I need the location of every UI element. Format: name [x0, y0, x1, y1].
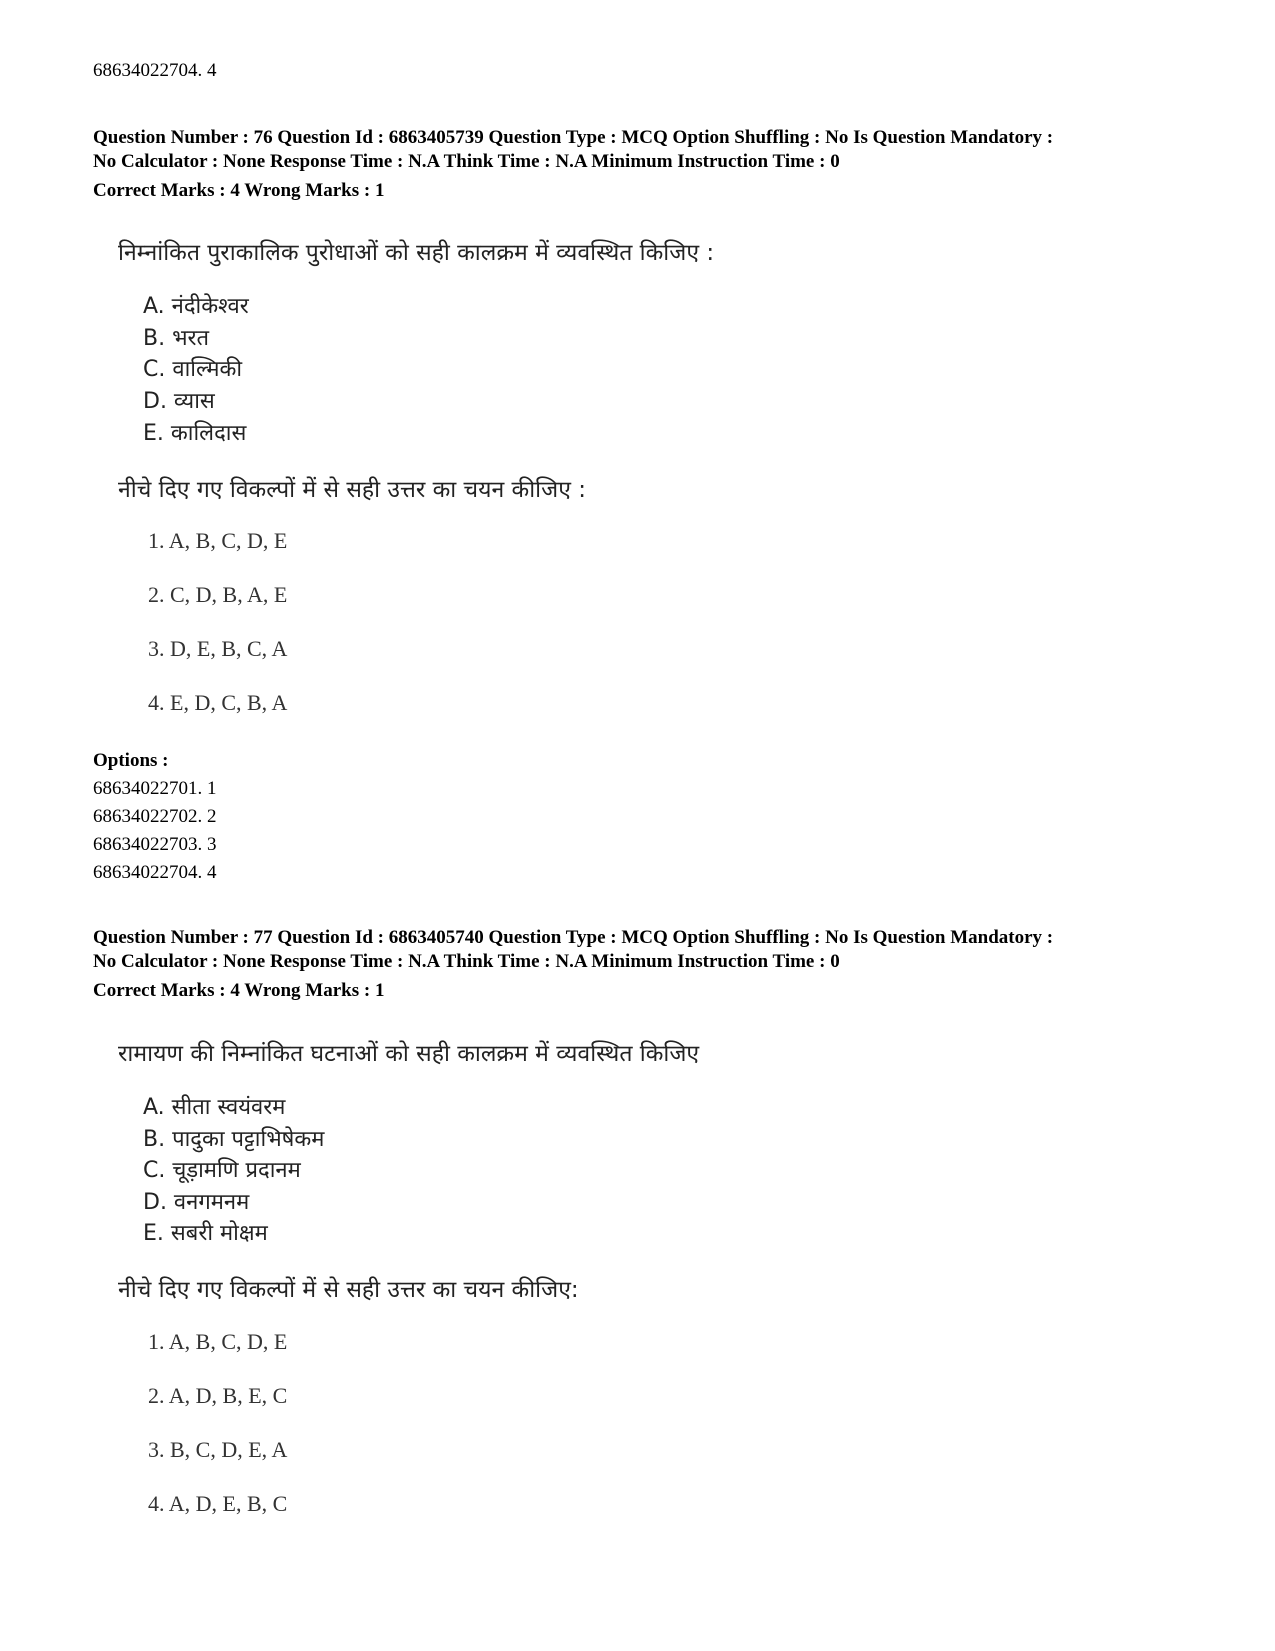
q77-item: A. सीता स्वयंवरम [143, 1095, 286, 1120]
q76-stem: निम्नांकित पुराकालिक पुरोधाओं को सही कालक्रम में व्यवस्थित किजिए : [118, 240, 715, 266]
q77-item: C. चूड़ामणि प्रदानम [143, 1158, 301, 1183]
q77-instruction: नीचे दिए गए विकल्पों में से सही उत्तर का चयन कीजिए: [118, 1277, 579, 1303]
q76-header-line1: Question Number : 76 Question Id : 6863405739 Question Type : MCQ Option Shuffling : No Is Question Mandatory : [93, 127, 1054, 148]
q77-item: E. सबरी मोक्षम [143, 1221, 268, 1246]
q76-choice: 1. A, B, C, D, E [148, 528, 288, 553]
q76-option: 68634022702. 2 [93, 806, 217, 827]
q76-choice: 3. D, E, B, C, A [148, 636, 288, 661]
q76-header-line2: No Calculator : None Response Time : N.A Think Time : N.A Minimum Instruction Time : 0 [93, 151, 840, 172]
previous-option-line: 68634022704. 4 [93, 60, 217, 81]
q76-marks: Correct Marks : 4 Wrong Marks : 1 [93, 180, 385, 201]
q76-item: D. व्यास [143, 389, 215, 414]
q76-option: 68634022701. 1 [93, 778, 217, 799]
q77-header-line2: No Calculator : None Response Time : N.A Think Time : N.A Minimum Instruction Time : 0 [93, 951, 840, 972]
q77-stem: रामायण की निम्नांकित घटनाओं को सही कालक्रम में व्यवस्थित किजिए [118, 1041, 700, 1067]
q77-choice: 3. B, C, D, E, A [148, 1437, 288, 1462]
q77-choice: 1. A, B, C, D, E [148, 1329, 288, 1354]
q77-item: B. पादुका पट्टाभिषेकम [143, 1127, 325, 1152]
q76-choice: 4. E, D, C, B, A [148, 690, 288, 715]
q76-options-label: Options : [93, 750, 169, 771]
q76-instruction: नीचे दिए गए विकल्पों में से सही उत्तर का चयन कीजिए : [118, 477, 586, 503]
q77-marks: Correct Marks : 4 Wrong Marks : 1 [93, 980, 385, 1001]
q76-item: C. वाल्मिकी [143, 357, 243, 382]
q76-item: E. कालिदास [143, 421, 247, 446]
q76-item: A. नंदीकेश्वर [143, 294, 249, 319]
q77-header-line1: Question Number : 77 Question Id : 6863405740 Question Type : MCQ Option Shuffling : No Is Question Mandatory : [93, 927, 1054, 948]
q77-choice: 2. A, D, B, E, C [148, 1383, 288, 1408]
q76-item: B. भरत [143, 326, 210, 351]
q76-choice: 2. C, D, B, A, E [148, 582, 288, 607]
q76-option: 68634022704. 4 [93, 862, 217, 883]
q77-item: D. वनगमनम [143, 1190, 250, 1215]
q77-choice: 4. A, D, E, B, C [148, 1491, 288, 1516]
q76-option: 68634022703. 3 [93, 834, 217, 855]
